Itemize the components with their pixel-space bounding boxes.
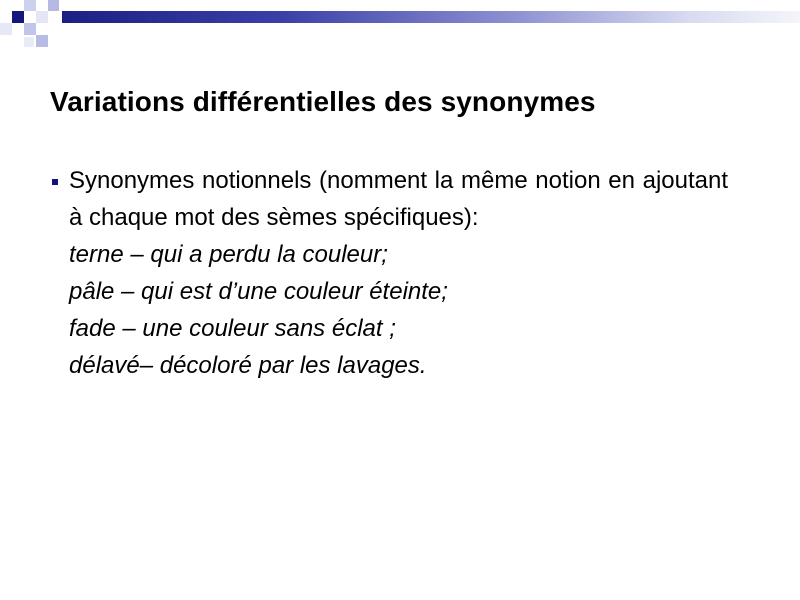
example-line: fade – une couleur sans éclat ;	[69, 315, 396, 342]
header-square	[24, 0, 36, 11]
example-line: pâle – qui est d’une couleur éteinte;	[69, 278, 448, 305]
header-square	[36, 35, 48, 47]
header-square	[48, 0, 59, 11]
header-square	[36, 11, 48, 23]
example-line: terne – qui a perdu la couleur;	[69, 241, 388, 268]
header-square	[0, 23, 12, 35]
header-gradient-bar	[62, 11, 800, 23]
bullet-text: Synonymes notionnels (nomment la même notion en ajoutant à chaque mot des sèmes spécifiques):	[69, 167, 728, 231]
header-square	[12, 11, 24, 23]
bullet-item	[52, 162, 728, 384]
header-square	[24, 37, 34, 47]
square-bullet-icon	[52, 179, 58, 185]
bullet-body	[69, 162, 728, 384]
header-square	[24, 23, 36, 35]
slide-content	[52, 162, 728, 384]
slide-title: Variations différentielles des synonymes	[50, 86, 596, 117]
example-line: délavé– décoloré par les lavages.	[69, 352, 427, 379]
